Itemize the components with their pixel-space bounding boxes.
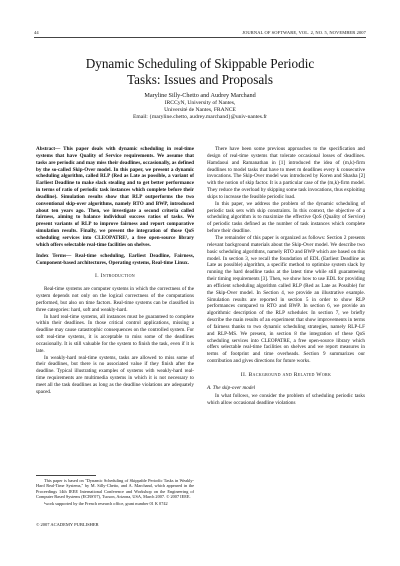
title-line-1: Dynamic Scheduling of Skippable Periodic	[85, 56, 315, 71]
affiliation-1: IRCCyN, University of Nantes,	[164, 99, 236, 106]
intro-paragraph-3: In weakly-hard real-time systems, tasks are allowed to miss some of their deadlines, but there is no associated value if they finish after the deadline. Typical illustrating examples of systems with weakly-hard real-time requirements are multimedia systems in which it is not necessary to meet all the task deadlines as long as the deadline violations are adequately spaced.	[36, 354, 194, 395]
intro-paragraph-2: In hard real-time systems, all instances must be guaranteed to complete within their deadlines. In those critical control applications, missing a deadline may cause catastrophic consequences on the controlled system. For soft real-time systems, it is acceptable to miss some of the deadlines occasionally. It is still valuable for the system to finish the task, even if it is late.	[36, 313, 194, 354]
right-paragraph-1: There have been some previous approaches to the specification and design of real-time systems that tolerate occasional losses of deadlines. Hamdaoui and Ramanathan in [1] introduced the idea of (m,k)-firm deadlines to model tasks that have to meet m deadlines every k consecutive invocations. The Skip-Over model was introduced by Koren and Shasha [2] with the notion of skip factor. It is a particular case of the (m,k)-firm model. They reduce the overload by skipping some task invocations, thus exploiting skips to increase the feasible periodic load.	[207, 146, 365, 200]
subsection-heading-skip-over: A. The skip-over model	[207, 384, 256, 391]
intro-paragraph-1: Real-time systems are computer systems in which the correctness of the system depends not only on the logical correctness of the computations performed, but also on time factors. Real-time systems can be classified in three categories: hard, soft and weakly-hard.	[36, 286, 194, 313]
affiliation-2: Université de Nantes, FRANCE	[164, 106, 236, 113]
publisher-footer: © 2007 ACADEMY PUBLISHER	[36, 522, 99, 527]
paper-title	[34, 56, 366, 88]
title-block	[34, 56, 366, 121]
left-column	[36, 146, 194, 396]
index-terms: Index Terms— Real-time scheduling, Earliest Deadline, Fairness, Component-based architectures, Operating systems, Real-time Linux.	[36, 252, 194, 266]
footnote-rule	[36, 475, 96, 476]
right-paragraph-3: The remainder of this paper is organized as follows: Section 2 presents relevant background materials about the Skip-Over model. We describe two basic scheduling algorithms, namely RTO and BWP which are based on this model. In section 3, we recall the foundation of EDL (Earliest Deadline as Late as possible) algorithm, a specific method to optimize system slack by running the hard deadline tasks at the latest time while still guaranteeing their timing requirements [3]. Then, we show how to use EDL for providing an efficient scheduling algorithm called RLP (Red as Late as Possible) for the Skip-Over model. In Section 4, we provide an illustrative example. Simulation results are reported in section 5 in order to show RLP performances compared to RTO and BWP. In section 6, we provide an algorithmic description of the RLP scheduler. In section 7, we briefly describe the main results of an experiment that show improvements in terms of fairness thanks to two dynamic scheduling strategies, namely RLP-LF and RLP-MS. We present, in section 8 the integration of these QoS scheduling services into CLEOPATRE, a free open-source library which offers selectable real-time facilities on shelves and we report measures in terms of footprint and time overheads. Section 9 summarizes our contribution and gives directions for future works.	[207, 234, 365, 365]
page-number: 44	[34, 30, 39, 35]
footnote-1: This paper is based on "Dynamic Scheduling of Skippable Periodic Tasks in Weakly-Hard Real-Time Systems," by M. Silly-Chetto, and A. Marchand, which appeared in the Proceedings 14th IEEE International Conference and Workshop on the Engineering of Computer Based Systems (ECBS'07), Tucson, Arizona, USA, March 2007. © 2007 IEEE.	[36, 478, 194, 500]
footnote	[36, 478, 194, 507]
right-column	[207, 146, 365, 406]
journal-name: JOURNAL OF SOFTWARE, VOL. 2, NO. 5, NOVEMBER 2007	[242, 30, 366, 35]
section-heading-introduction: I. Introduction	[95, 273, 135, 280]
right-paragraph-2: In this paper, we address the problem of the dynamic scheduling of periodic task sets with skip constraints. In this context, the objective of a scheduling algorithm is to maximize the effective QoS (Quality of Service) of periodic tasks defined as the number of task instances which complete before their deadline.	[207, 200, 365, 235]
header-rule	[34, 37, 366, 38]
abstract: Abstract— This paper deals with dynamic scheduling in real-time systems that have Quality of Service requirements. We assume that tasks are periodic and may miss their deadlines, occasionally, as defined by the so-called Skip-Over model. In this paper, we present a dynamic scheduling algorithm, called RLP (Red as Late as possible, a variant of Earliest Deadline to make slack stealing and to get better performance in terms of ratio of periodic task instances which complete before their deadline). Simulation results show that RLP outperforms the two conventional skip-over algorithms, namely RTO and BWP, introduced about ten years ago. Then, we investigate a second criteria called fairness, aiming to balance individual success ratios of tasks. We present variants of RLP to improve fairness and report comparative simulation results. Finally, we present the integration of those QoS scheduling services into CLEOPATRE¹, a free open-source library which offers selectable real-time facilities on shelves.	[36, 146, 194, 248]
right-paragraph-4: In what follows, we consider the problem of scheduling periodic tasks which allow occasional deadline violations	[207, 392, 365, 406]
email: Email: {maryline.chetto, audrey.marchand}@univ-nantes.fr	[132, 113, 268, 120]
authors: Maryline Silly-Chetto and Audrey Marchand	[144, 92, 256, 99]
title-line-2: Tasks: Issues and Proposals	[127, 72, 273, 87]
section-heading-background: II. Background and Related Work	[240, 372, 332, 378]
footnote-2: ¹work supported by the French research office, grant number 01 K 0742	[44, 500, 168, 506]
